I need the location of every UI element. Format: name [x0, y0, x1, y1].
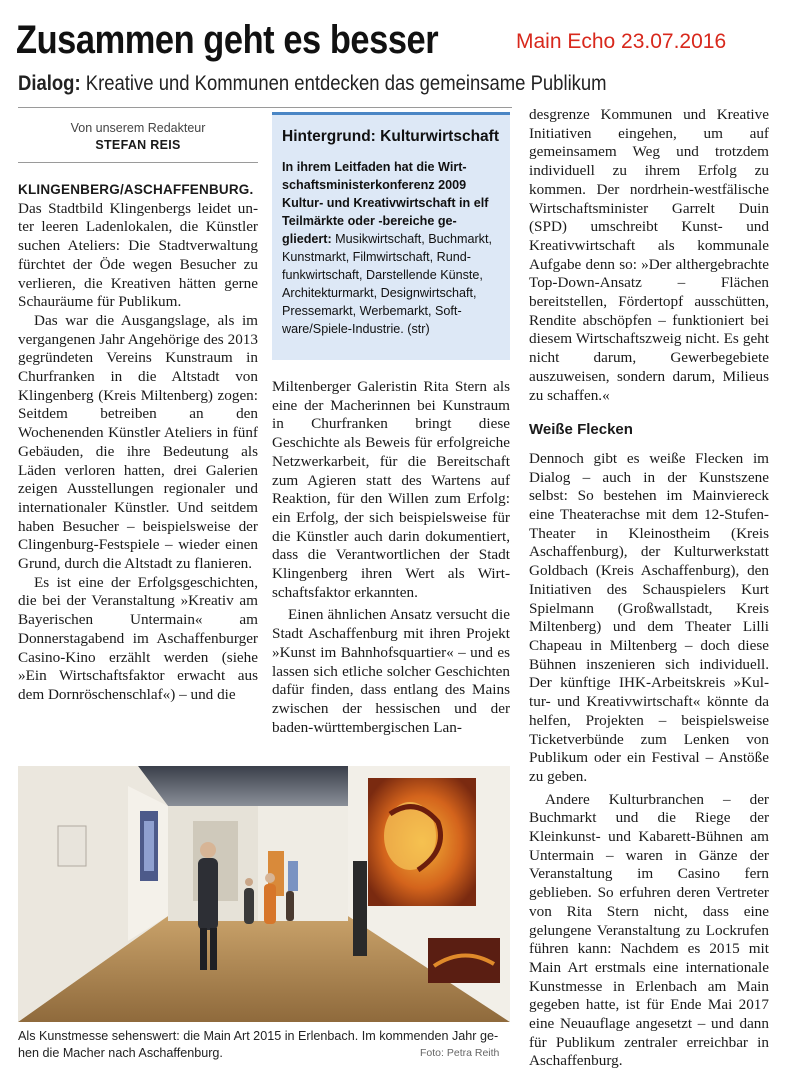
box-title: Hintergrund: Kulturwirtschaft	[282, 128, 499, 145]
byline-author: STEFAN REIS	[95, 138, 181, 152]
paragraph-3: Es ist eine der Erfolgsgeschichten, die bei der Veranstaltung »Kreativ am Bayerischen Untermain« am Donnerstagabend im Aschaffenburger Casino-Kino erzählt werden (siehe »Ein Wirtschaftsfaktor erwacht aus dem Dornröschenschlaf«) – und die	[18, 573, 258, 703]
byline-role: Von unserem Redakteur	[70, 121, 206, 135]
box-lead-text: Musikwirtschaft, Buchmarkt, Kunstmarkt, Filmwirtschaft, Rundfunkwirtschaft, Darstellende Künste, Architekturmarkt, Designwirtschaft, Pressemarkt, Werbemarkt, Software/Spiele-Industrie. (str)	[282, 232, 492, 336]
paragraph-6: desgrenze Kommunen und Kreative Initiativen eingehen, um auf gemeinsamem Weg und trotzdem individuell zu ihrem Erfolg zu kommen. Der nordrhein-westfälische Wirtschaftsminister Garrelt Duin (SPD) umschreibt Kunst- und Kreativwirtschaft als kommunale Aufgabe denn so: »Der althergebrachte Top-Down-Ansatz – Flächen bereitstellen, Fördertopf ausschütten, Rendite abschöpfen – funktioniert bei diesem Wirtschaftszweig nicht. Es geht nicht darum, Gewerbegebiete auszuweisen, sondern darum, Milieus zu schaffen.«	[529, 106, 769, 404]
paragraph-5: Einen ähnlichen Ansatz versucht die Stadt Aschaffenburg mit ihren Projekt »Kunst im Bahnhofsquartier« – und es lassen sich etliche solcher Geschichten dafür finden, dass entlang des Mains zwischen der hessischen und der baden-württembergischen Lan-	[272, 606, 510, 736]
subheadline-text: Kreative und Kommunen entdecken das gemeinsame Publikum	[80, 72, 607, 95]
subheadline-kicker: Dialog:	[18, 72, 81, 95]
dateline: KLINGENBERG/ASCHAFFENBURG.	[18, 182, 254, 197]
photo-credit: Foto: Petra Reith	[420, 1047, 500, 1059]
section-subhead: Weiße Flecken	[529, 421, 633, 439]
article-column-2	[272, 378, 510, 737]
paragraph-2: Das war die Ausgangslage, als im vergangenen Jahr Angehörige des 2013 gegründeten Vereins Kunstraum in Churfranken in die Altstadt von Klingenberg (Kreis Miltenberg) zogen: Seitdem betreiben an den Wochenenden Künstler Ateliers in fünf Gebäuden, die ihre Bedeutung als Läden verloren hatten, drei Galerien zeigen Ausstellungen regionaler und internationaler Künstler. Und seitdem haben Besucher – beispielsweise der Clingenburg-Festspiele – wieder einen Grund, durch die Altstadt zu flanieren.	[18, 311, 258, 573]
byline-divider	[18, 162, 258, 163]
article-column-3	[529, 106, 769, 1071]
paragraph-4: Miltenberger Galeristin Rita Stern als eine der Macherinnen bei Kunstraum in Churfranken bringt diese Geschichte als Beweis für erfolgreiche Netzwerkarbeit, für die Bereitschaft zum Agieren statt des Wartens auf Reaktion, für den Willen zum Erfolg: ein Erfolg, der sich beispielsweise für die Künstler auch darin dokumentiert, dass die Verantwortlichen der Stadt Klingenberg ihren Wert als Wirtschaftsfaktor erkannten.	[272, 378, 510, 601]
paragraph-7: Dennoch gibt es weiße Flecken im Dialog – auch in der Kunstszene selbst: So bestehen im Mainviereck eine Theaterachse mit dem 12-Stufen-Theater in Kleinostheim (Kreis Aschaffenburg), der Kulturwerkstatt Goldbach (Kreis Aschaffenburg), den Initiativen des Schauspielers Kurt Spielmann (Großwallstadt, Kreis Miltenberg) und dem Theater Lilli Chapeau in Miltenberg – doch diese Bühnen inszenieren sich individuell. Der künftige IHK-Arbeitskreis »Kultur- und Kreativwirtschaft« könnte da helfen, Projekten – beispielsweise Ticketverbünde zum Lenken von Publikum oder ein Festival – Anstöße zu geben.	[529, 449, 769, 785]
paragraph-8: Andere Kulturbranchen – der Buchmarkt und die Riege der Kleinkunst- und Kabarett-Bühnen am Untermain – waren in Gänze der Veranstaltung im Casino fern geblieben. So erfuhren deren Vertreter von Rita Stern nicht, dass eine gelungene Veranstaltung zu Lockrufen führen kann: Nachdem es 2015 mit Main Art erstmals eine internationale Kunstmesse in Erlenbach am Main gegeben hatte, ist für Ende Mai 2017 eine Neuauflage angesetzt – und dann für Publikum zentraler erreichbar in Aschaffenburg.	[529, 790, 769, 1070]
headline: Zusammen geht es besser	[16, 18, 439, 62]
photo-caption: Als Kunstmesse sehenswert: die Main Art 2015 in Erlenbach. Im kommenden Jahr gehen die Macher nach Aschaffenburg.	[18, 1029, 499, 1060]
paragraph-1-text: Das Stadtbild Klingenbergs leidet unter leeren Ladenlokalen, die Künstler suchen Ateliers: Die Stadtverwaltung fürchtet der Öde wegen Besucher zu verlieren, die Kreativen hätten gerne Schauräume für Publikum.	[18, 199, 258, 311]
article-column-1	[18, 181, 258, 705]
article-photo	[18, 766, 510, 1022]
byline	[18, 121, 258, 152]
exhibition-photo-illustration	[18, 766, 510, 1022]
paragraph-1	[18, 181, 258, 312]
box-body	[282, 158, 500, 338]
source-label: Main Echo 23.07.2016	[516, 30, 727, 53]
header-divider	[18, 107, 512, 108]
background-info-box	[272, 112, 510, 360]
subheadline	[18, 72, 607, 96]
box-lead-bold: In ihrem Leitfaden hat die Wirtschaftsministerkonferenz 2009 Kultur- und Kreativwirtschaft in elf Teilmärkte oder -bereiche gegliedert:	[282, 160, 489, 246]
